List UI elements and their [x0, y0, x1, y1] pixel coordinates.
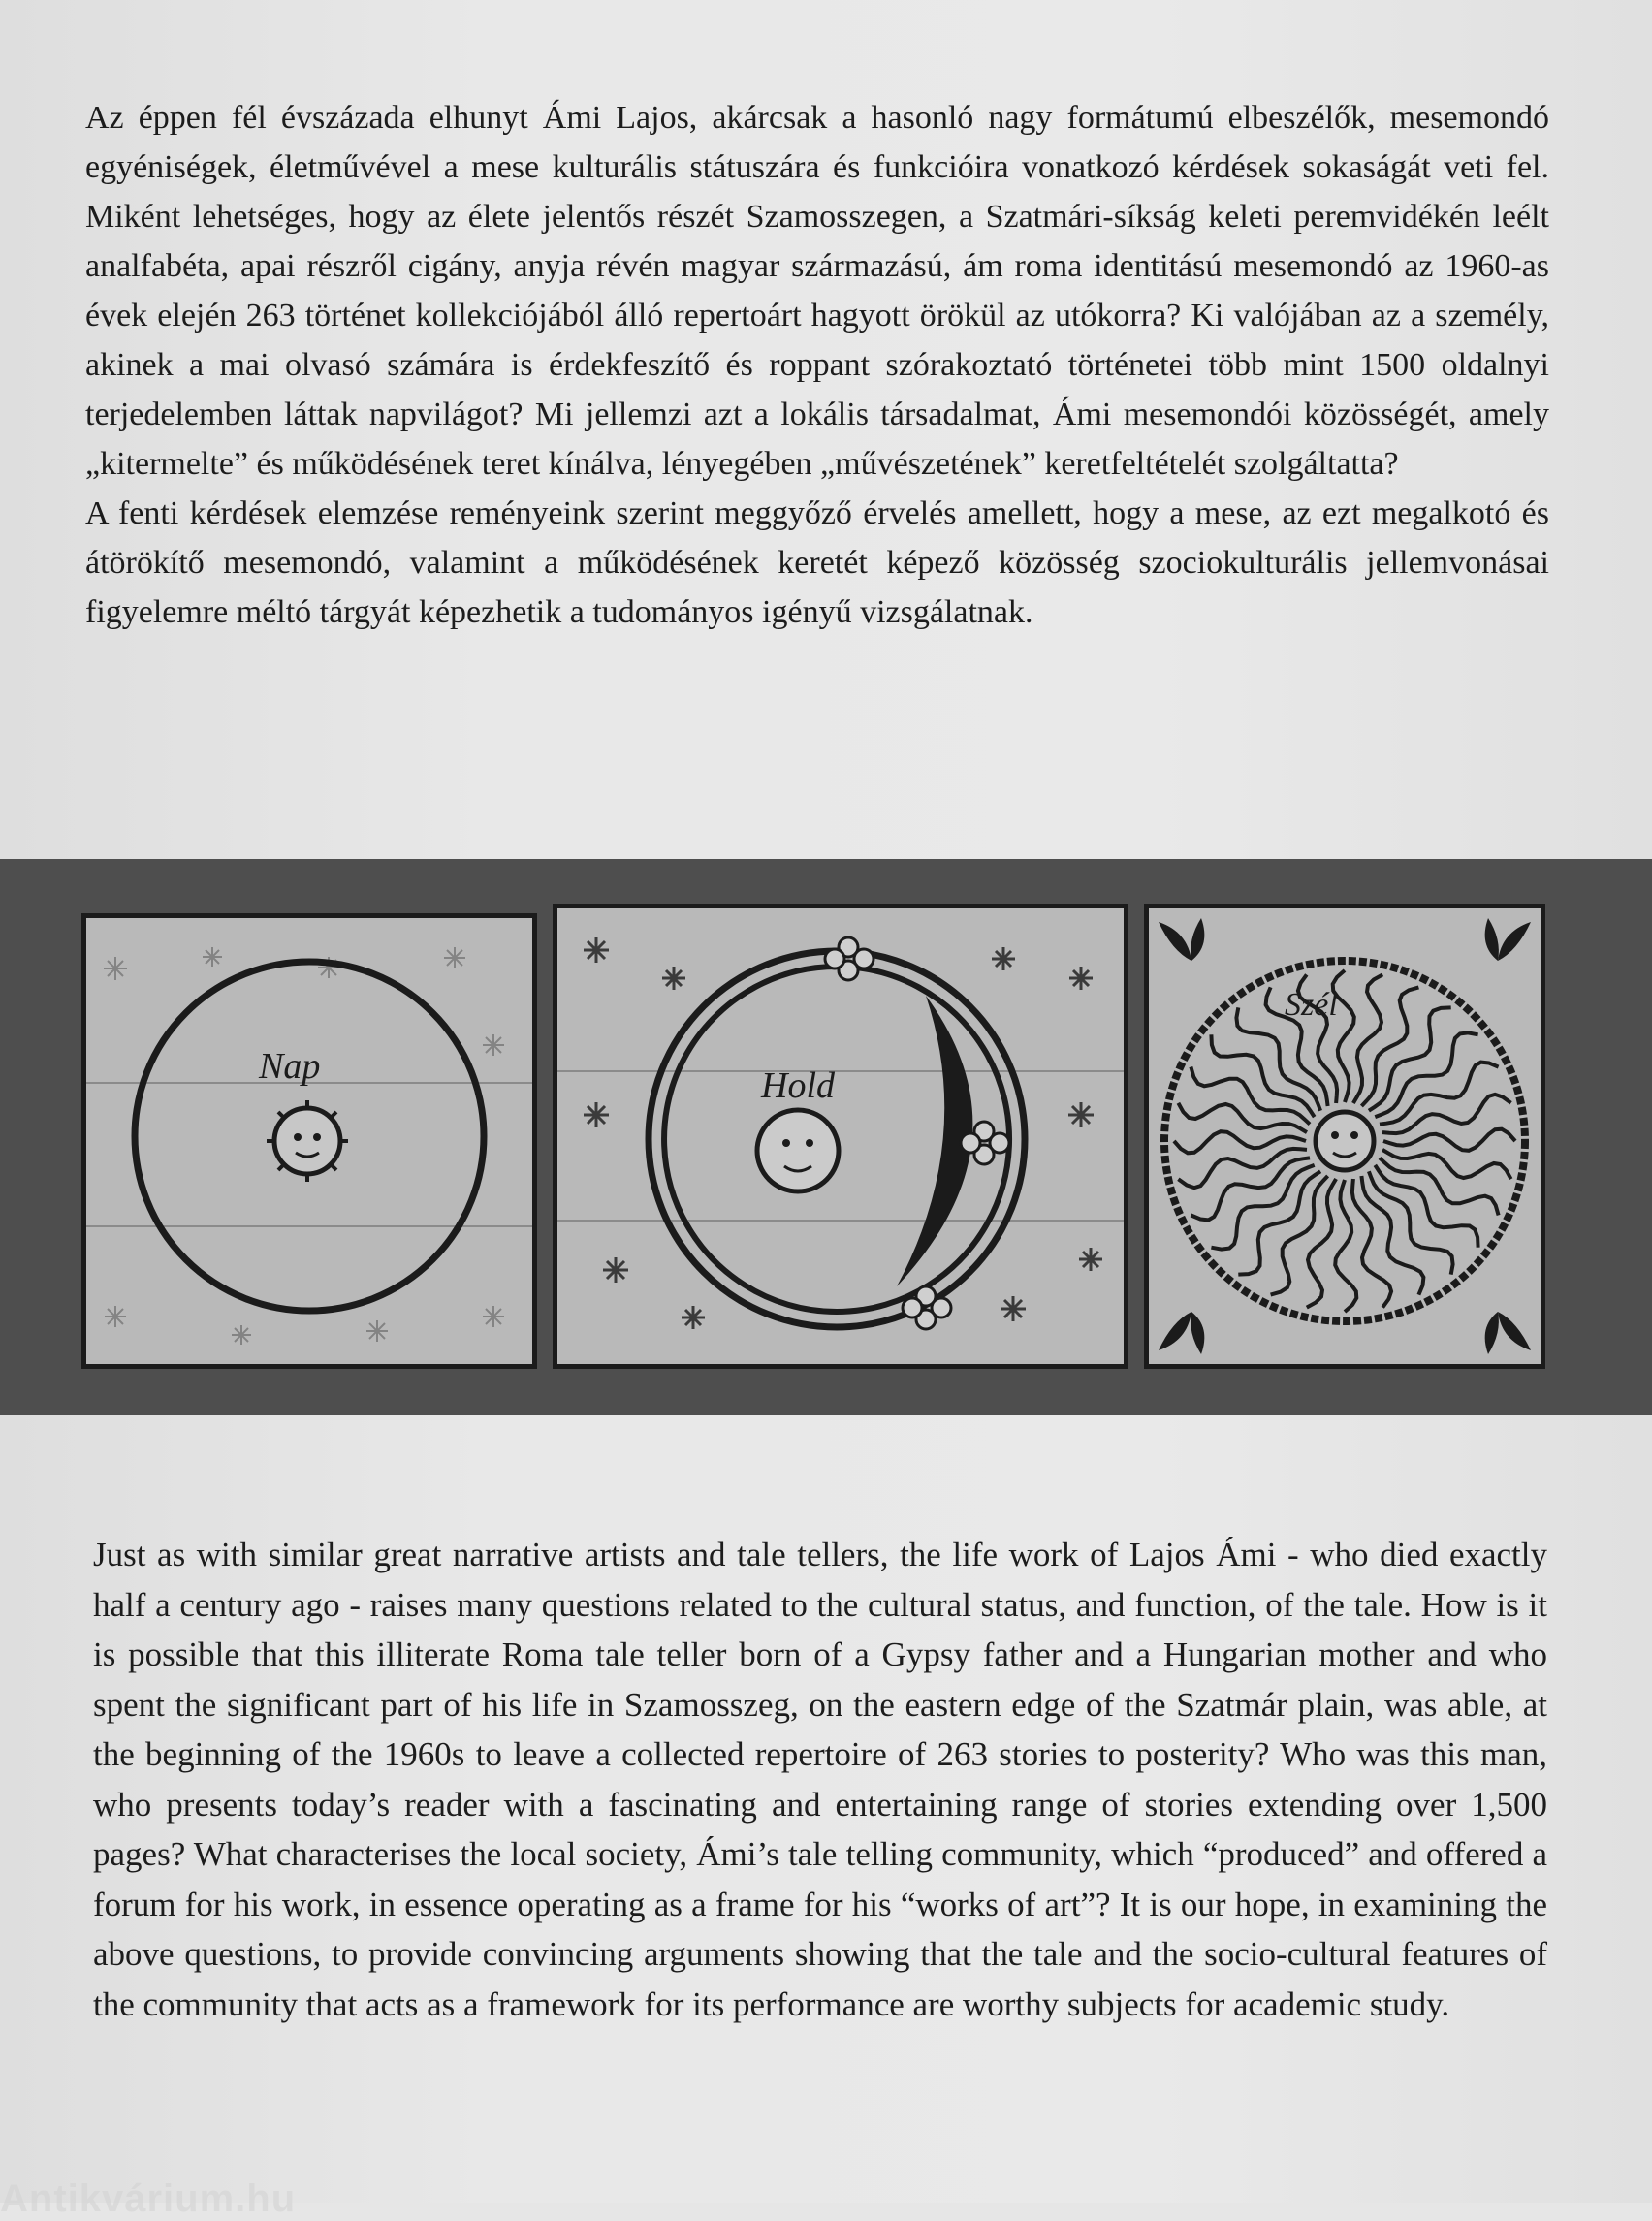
- hungarian-paragraph-2: A fenti kérdések elemzése reményeink szerint meggyőző érvelés amellett, hogy a mese, az ezt megalkotó és átörökítő mesemondó, valamint a működésének keretét képező közösség szociokulturális jellemvonásai figyelemre méltó tárgyát képezhetik a tudományos igényű vizsgálatnak.: [85, 495, 1549, 630]
- wind-ray: [1178, 1103, 1307, 1132]
- watermark: Antikvárium.hu: [0, 2177, 297, 2220]
- wind-painting: [1149, 908, 1541, 1364]
- wind-ray: [1178, 1149, 1307, 1188]
- flower-ornaments: [825, 937, 1009, 1329]
- painting-panel-moon: [553, 904, 1128, 1369]
- sun-painting: [86, 918, 532, 1364]
- moon-face: [757, 1110, 839, 1191]
- moon-inscription: Hold: [761, 1065, 835, 1106]
- english-text-block: [93, 1530, 1547, 2029]
- hungarian-paragraph-1: Az éppen fél évszázada elhunyt Ámi Lajos, akárcsak a hasonló nagy formátumú elbeszélők, mesemondó egyéniségek, életművével a mese kulturális státuszára és funkcióira vonatkozó kérdések sokaságát veti fel. Miként lehetséges, hogy az élete jelentős részét Szamosszegen, a Szatmári-síkság keleti peremvidékén leélt analfabéta, apai részről cigány, anyja révén magyar származású, ám roma identitású mesemondó az 1960-as évek elején 263 történet kollekciójából álló repertoárt hagyott örökül az utókorra? Ki valójában az a személy, akinek a mai olvasó számára is érdekfeszítő és roppant szórakoztató történetei több mint 1500 oldalnyi terjedelemben láttak napvilágot? Mi jellemzi azt a lokális társadalmat, Ámi mesemondói közösségét, amely „kitermelte” és működésének teret kínálva, lényegében „művészetének” keretfeltételét szolgáltatta?: [85, 100, 1549, 482]
- hungarian-text-block: [85, 93, 1549, 637]
- sun-face: [267, 1100, 348, 1182]
- sun-inscription: Nap: [259, 1046, 321, 1087]
- english-paragraph-1: Just as with similar great narrative artists and tale tellers, the life work of Lajos Ámi - who died exactly half a century ago - raises many questions related to the cultural status, and function, of the tale. How is it is possible that this illiterate Roma tale teller born of a Gypsy father and a Hungarian mother and who spent the significant part of his life in Szamosszeg, on the eastern edge of the Szatmár plain, was able, at the beginning of the 1960s to leave a collected repertoire of 263 stories to posterity? Who was this man, who presents today’s reader with a fascinating and entertaining range of stories extending over 1,500 pages? What characterises the local society, Ámi’s tale telling community, which “produced” and offered a forum for his work, in essence operating as a frame for his “works of art”? It is our hope, in examining the above questions, to provide convincing arguments showing that the tale and the socio-cultural features of the community that acts as a framework for its performance are worthy subjects for academic study.: [93, 1536, 1547, 2023]
- wind-ray: [1352, 1179, 1391, 1308]
- wind-ray: [1382, 1150, 1511, 1179]
- wind-ray: [1382, 1095, 1511, 1133]
- wind-face: [1316, 1112, 1374, 1170]
- painting-panel-wind: [1144, 904, 1545, 1369]
- wind-ray: [1307, 1179, 1336, 1308]
- painting-panel-sun: [81, 913, 537, 1369]
- wind-inscription: Szél: [1285, 987, 1338, 1023]
- moon-painting: [557, 908, 1124, 1364]
- wind-ray: [1353, 974, 1382, 1103]
